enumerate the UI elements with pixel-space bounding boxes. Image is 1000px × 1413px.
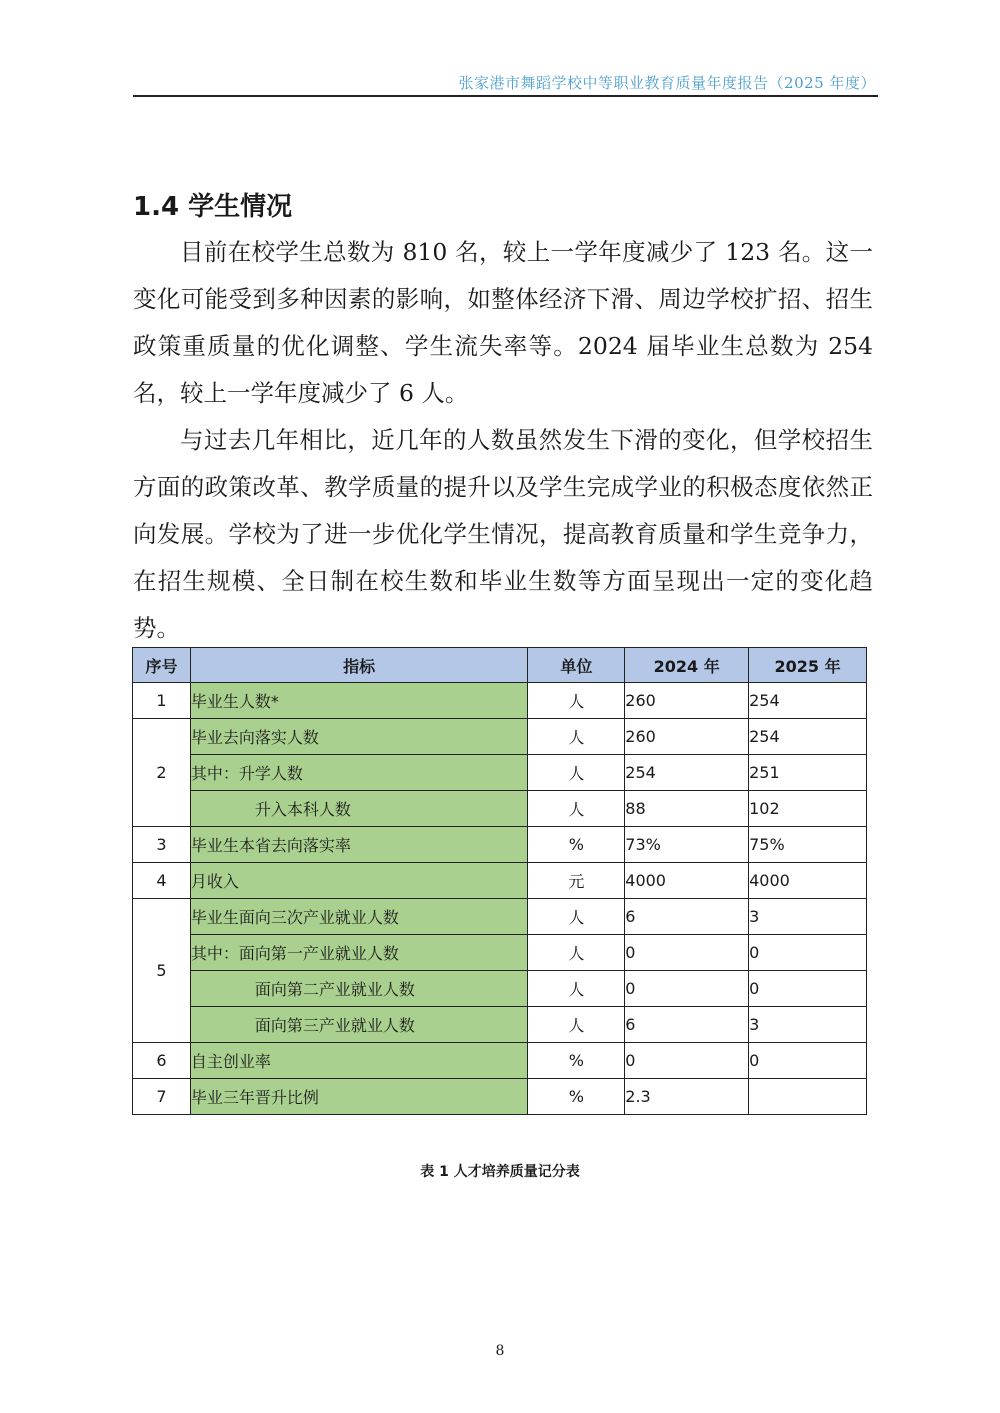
row-indicator: 毕业三年晋升比例 — [190, 1079, 528, 1115]
row-value-2024: 254 — [625, 755, 749, 791]
row-indicator: 毕业生面向三次产业就业人数 — [190, 899, 528, 935]
table-row — [133, 1043, 867, 1079]
row-unit: 人 — [528, 971, 625, 1007]
row-value-2024: 0 — [625, 1043, 749, 1079]
row-indicator: 毕业生人数* — [190, 683, 528, 719]
paragraph-trend-analysis: 与过去几年相比，近几年的人数虽然发生下滑的变化，但学校招生方面的政策改革、教学质量的提升以及学生完成学业的积极态度依然正向发展。学校为了进一步优化学生情况，提高教育质量和学生竞争力，在招生规模、全日制在校生数和毕业生数等方面呈现出一定的变化趋势。 — [133, 426, 873, 642]
header-unit: 单位 — [528, 648, 625, 683]
row-indicator: 毕业去向落实人数 — [190, 719, 528, 755]
row-indicator: 毕业生本省去向落实率 — [190, 827, 528, 863]
row-value-2025: 3 — [749, 899, 867, 935]
row-indicator: 月收入 — [190, 863, 528, 899]
row-value-2024: 2.3 — [625, 1079, 749, 1115]
table-row — [133, 755, 867, 791]
row-indicator: 面向第三产业就业人数 — [190, 1007, 528, 1043]
row-indicator: 其中：升学人数 — [190, 755, 528, 791]
table-row — [133, 1007, 867, 1043]
table-row — [133, 719, 867, 755]
table-header-row — [133, 648, 867, 683]
header-year-2024: 2024 年 — [625, 648, 749, 683]
section-heading: 1.4 学生情况 — [133, 192, 293, 222]
row-value-2025: 0 — [749, 1043, 867, 1079]
row-value-2024: 73% — [625, 827, 749, 863]
row-unit: 人 — [528, 755, 625, 791]
row-seq: 2 — [133, 719, 191, 827]
row-seq: 1 — [133, 683, 191, 719]
table-row — [133, 899, 867, 935]
row-unit: % — [528, 827, 625, 863]
row-value-2025: 0 — [749, 935, 867, 971]
header-year-2025: 2025 年 — [749, 648, 867, 683]
table-row — [133, 683, 867, 719]
table-row — [133, 791, 867, 827]
table-row — [133, 971, 867, 1007]
row-value-2025: 0 — [749, 971, 867, 1007]
table-row — [133, 1079, 867, 1115]
row-value-2024: 260 — [625, 683, 749, 719]
row-value-2024: 6 — [625, 1007, 749, 1043]
row-seq: 6 — [133, 1043, 191, 1079]
table-row — [133, 863, 867, 899]
row-value-2025: 75% — [749, 827, 867, 863]
row-value-2025: 254 — [749, 719, 867, 755]
row-value-2025: 251 — [749, 755, 867, 791]
header-seq: 序号 — [133, 648, 191, 683]
table-row — [133, 827, 867, 863]
row-indicator: 升入本科人数 — [190, 791, 528, 827]
row-indicator: 其中：面向第一产业就业人数 — [190, 935, 528, 971]
row-unit: 元 — [528, 863, 625, 899]
row-unit: 人 — [528, 935, 625, 971]
row-value-2025: 3 — [749, 1007, 867, 1043]
row-value-2024: 0 — [625, 935, 749, 971]
page-number: 8 — [495, 1343, 505, 1359]
row-value-2024: 0 — [625, 971, 749, 1007]
header-divider — [133, 95, 878, 97]
row-unit: 人 — [528, 719, 625, 755]
row-unit: 人 — [528, 791, 625, 827]
row-indicator: 面向第二产业就业人数 — [190, 971, 528, 1007]
paragraph-student-overview: 目前在校学生总数为 810 名，较上一学年度减少了 123 名。这一变化可能受到多种因素的影响，如整体经济下滑、周边学校扩招、招生政策重质量的优化调整、学生流失率等。2024 届毕业生总数为 254 名，较上一学年度减少了 6 人。 — [133, 238, 873, 407]
report-header-title: 张家港市舞蹈学校中等职业教育质量年度报告（2025 年度） — [458, 74, 876, 92]
row-value-2025: 254 — [749, 683, 867, 719]
row-value-2024: 260 — [625, 719, 749, 755]
row-value-2025: 102 — [749, 791, 867, 827]
row-value-2024: 88 — [625, 791, 749, 827]
table-caption: 表 1 人才培养质量记分表 — [420, 1164, 580, 1180]
row-indicator: 自主创业率 — [190, 1043, 528, 1079]
table-row — [133, 935, 867, 971]
row-seq: 3 — [133, 827, 191, 863]
row-value-2024: 4000 — [625, 863, 749, 899]
row-seq: 5 — [133, 899, 191, 1043]
row-unit: 人 — [528, 683, 625, 719]
row-seq: 7 — [133, 1079, 191, 1115]
row-unit: 人 — [528, 899, 625, 935]
header-indicator: 指标 — [190, 648, 528, 683]
row-value-2024: 6 — [625, 899, 749, 935]
row-unit: % — [528, 1079, 625, 1115]
row-value-2025: 4000 — [749, 863, 867, 899]
row-unit: 人 — [528, 1007, 625, 1043]
row-unit: % — [528, 1043, 625, 1079]
row-seq: 4 — [133, 863, 191, 899]
talent-quality-table — [132, 647, 867, 1115]
row-value-2025 — [749, 1079, 867, 1115]
